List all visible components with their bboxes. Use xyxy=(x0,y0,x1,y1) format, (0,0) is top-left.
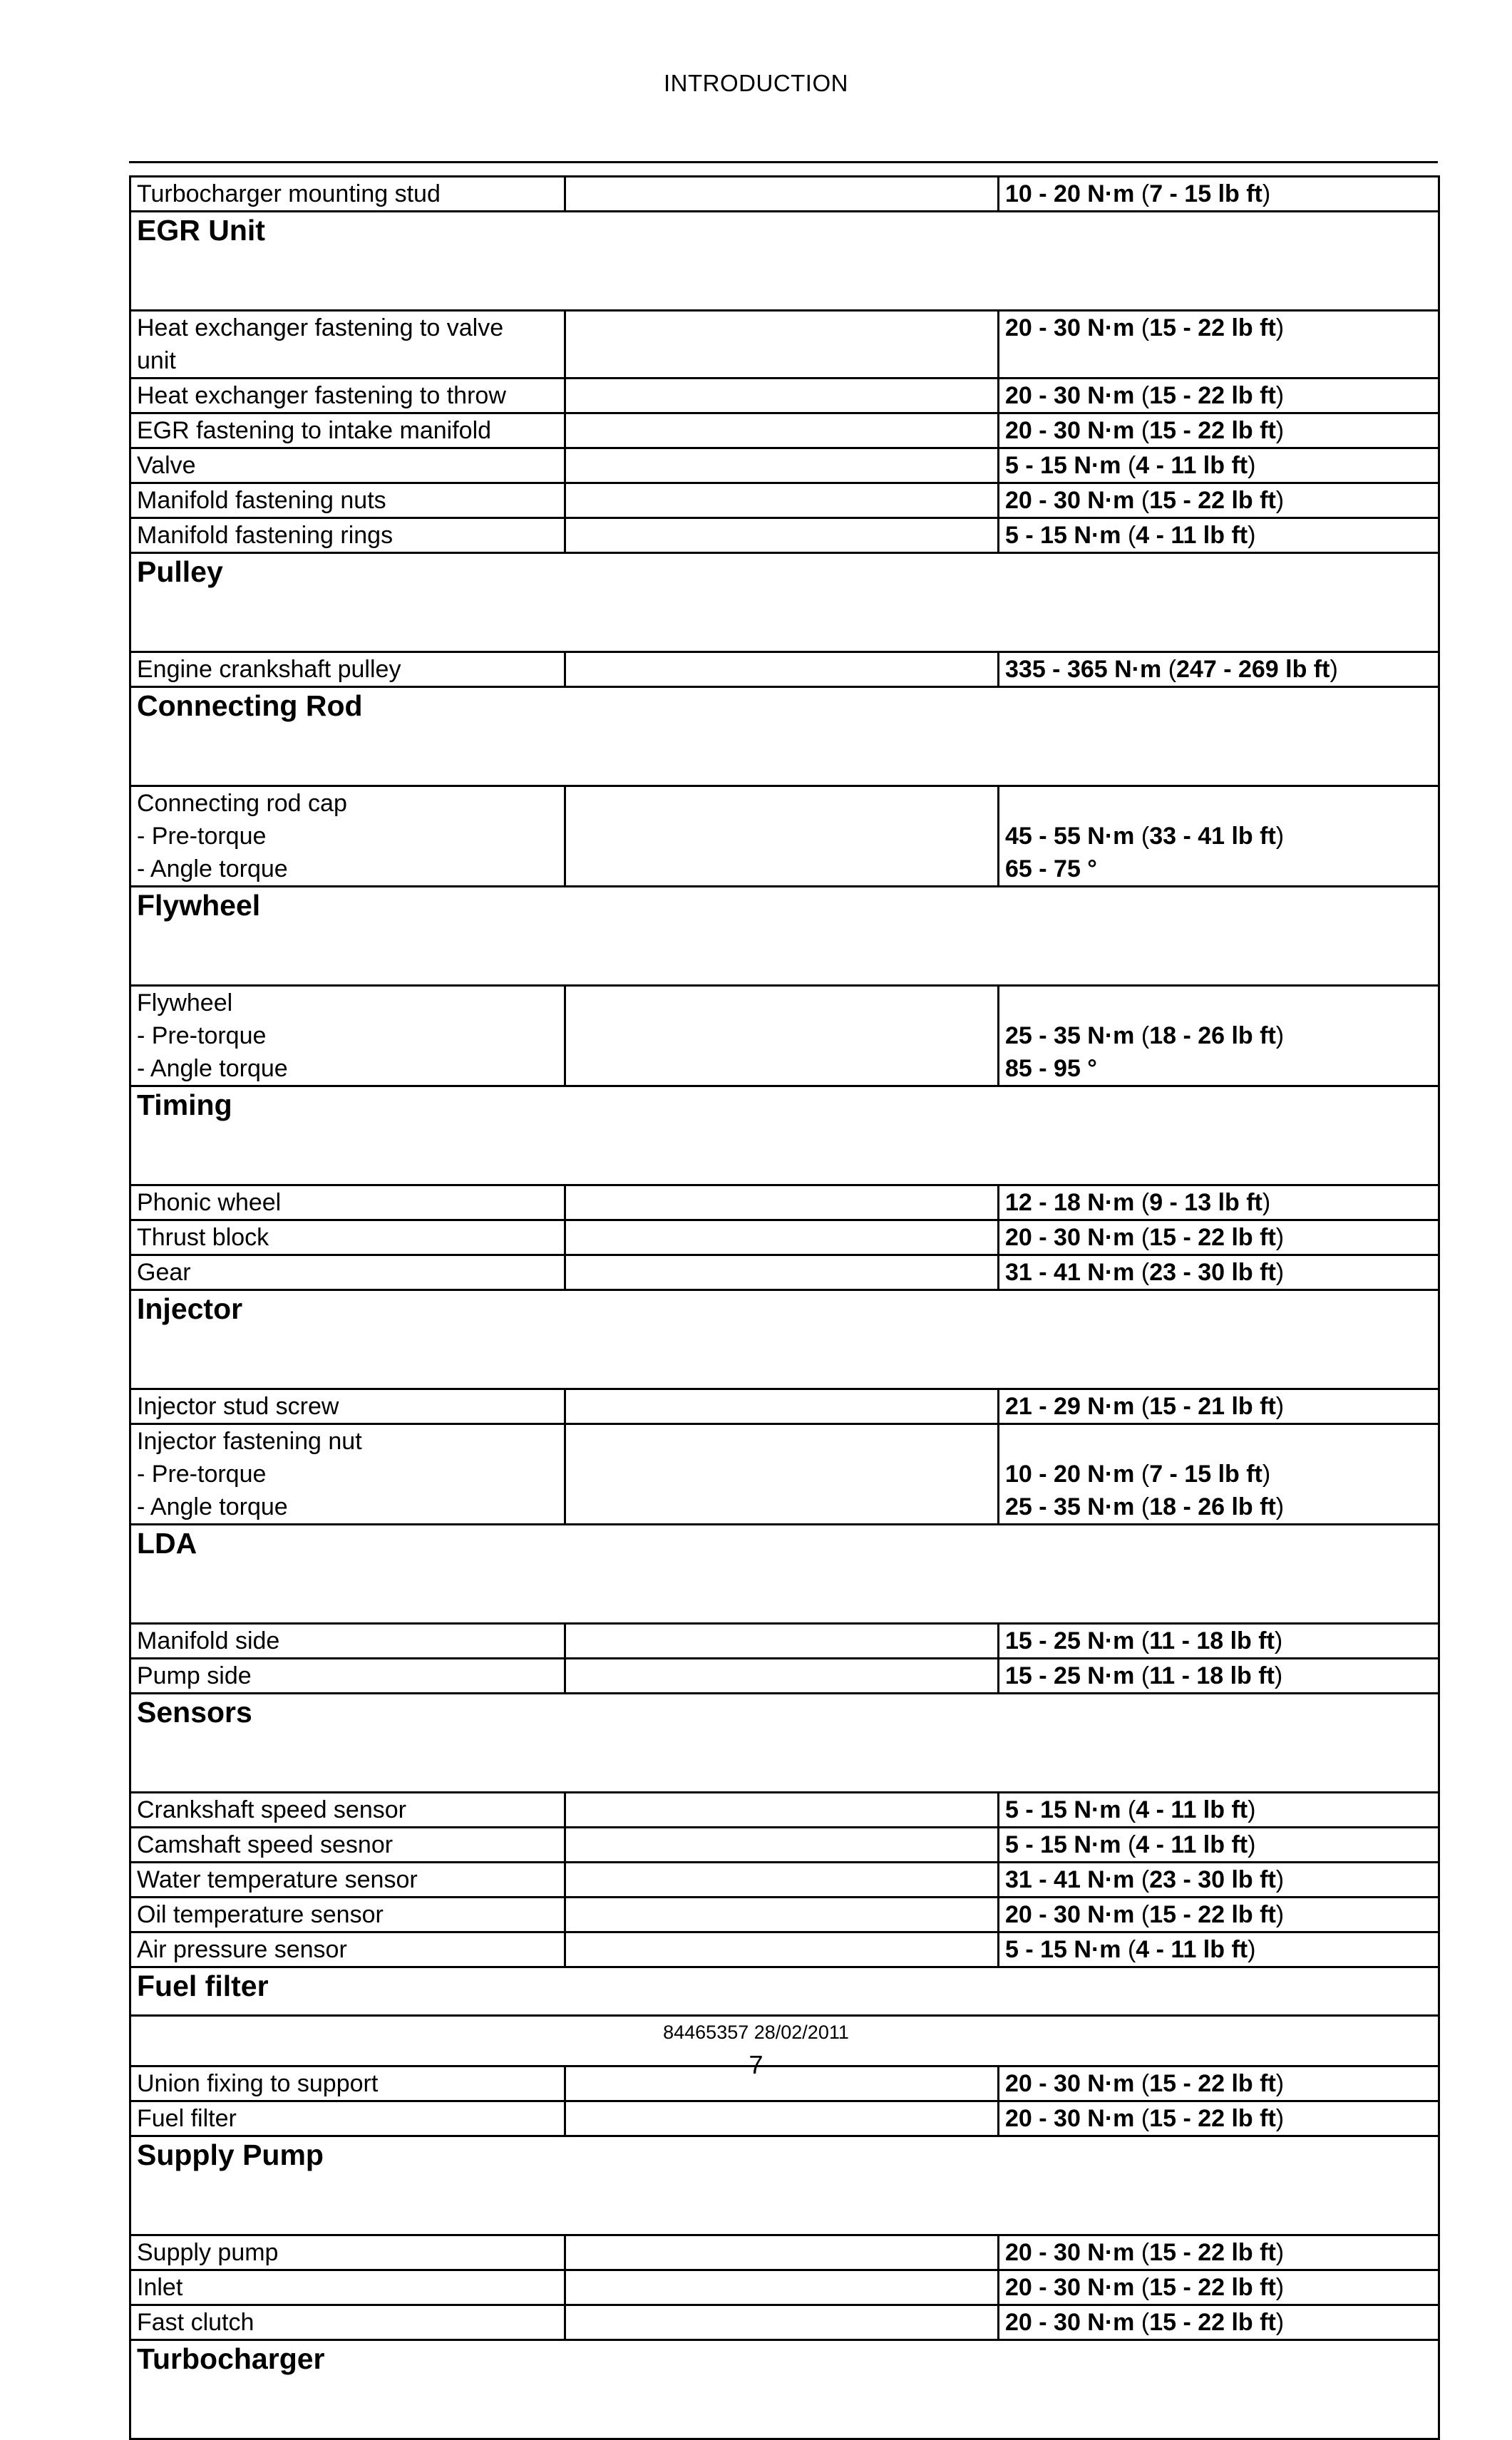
blank-cell xyxy=(565,1659,999,1694)
torque-value-cell xyxy=(999,1932,1439,1967)
torque-value-cell xyxy=(999,311,1439,379)
torque-metric: 15 - 25 N·m xyxy=(1005,1662,1135,1689)
torque-value: 20 - 30 N·m (15 - 22 lb ft) xyxy=(1005,487,1285,514)
torque-imperial: 15 - 22 lb ft xyxy=(1149,2309,1276,2336)
torque-value-cell xyxy=(999,1828,1439,1863)
table-row xyxy=(130,2101,1439,2136)
section-title: Sensors xyxy=(137,1696,252,1729)
component-cell xyxy=(130,1932,565,1967)
table-row xyxy=(130,1828,1439,1863)
torque-metric: 20 - 30 N·m xyxy=(1005,417,1135,444)
section-title: Fuel filter xyxy=(137,1970,269,2002)
torque-value: 10 - 20 N·m (7 - 15 lb ft) xyxy=(1005,180,1271,207)
component-cell xyxy=(130,518,565,553)
component-cell xyxy=(130,1220,565,1255)
torque-imperial: 4 - 11 lb ft xyxy=(1136,1796,1248,1823)
torque-value-cell xyxy=(999,177,1439,212)
table-row xyxy=(130,413,1439,448)
section-header-row xyxy=(130,687,1439,786)
document-code: 84465357 28/02/2011 xyxy=(663,2022,849,2043)
torque-metric: 20 - 30 N·m xyxy=(1005,2239,1135,2266)
component-label: Union fixing to support xyxy=(137,2070,379,2097)
torque-metric: 21 - 29 N·m xyxy=(1005,1393,1135,1420)
torque-metric: 20 - 30 N·m xyxy=(1005,487,1135,514)
blank-cell xyxy=(565,2235,999,2270)
table-row xyxy=(130,1220,1439,1255)
blank-cell xyxy=(565,2305,999,2340)
section-header-cell xyxy=(130,1694,1439,1793)
torque-metric: 12 - 18 N·m xyxy=(1005,1189,1135,1216)
component-label: Manifold side xyxy=(137,1627,280,1654)
torque-imperial: 33 - 41 lb ft xyxy=(1149,823,1276,850)
torque-imperial: 15 - 22 lb ft xyxy=(1149,382,1276,409)
torque-value-cell xyxy=(999,986,1439,1086)
section-header-row xyxy=(130,2136,1439,2235)
table-row xyxy=(130,518,1439,553)
torque-metric: 20 - 30 N·m xyxy=(1005,2309,1135,2336)
blank-cell xyxy=(565,2101,999,2136)
component-label: - Pre-torque xyxy=(137,1022,267,1049)
torque-value: 20 - 30 N·m (15 - 22 lb ft) xyxy=(1005,417,1285,444)
torque-value: 15 - 25 N·m (11 - 18 lb ft) xyxy=(1005,1627,1283,1654)
component-cell xyxy=(130,1255,565,1290)
torque-imperial: 4 - 11 lb ft xyxy=(1136,1936,1248,1963)
table-row xyxy=(130,2270,1439,2305)
torque-metric: 20 - 30 N·m xyxy=(1005,314,1135,341)
torque-imperial: 11 - 18 lb ft xyxy=(1149,1662,1275,1689)
torque-value-cell xyxy=(999,1220,1439,1255)
torque-imperial: 15 - 22 lb ft xyxy=(1149,314,1276,341)
torque-metric: 5 - 15 N·m xyxy=(1005,1936,1121,1963)
torque-value-cell xyxy=(999,1898,1439,1932)
blank-cell xyxy=(565,1932,999,1967)
torque-value: 335 - 365 N·m (247 - 269 lb ft) xyxy=(1005,656,1338,683)
component-label: - Pre-torque xyxy=(137,1461,267,1488)
torque-value-cell xyxy=(999,379,1439,413)
component-cell xyxy=(130,448,565,483)
section-title: Turbocharger xyxy=(137,2342,325,2375)
torque-metric: 20 - 30 N·m xyxy=(1005,382,1135,409)
torque-imperial: 7 - 15 lb ft xyxy=(1149,180,1262,207)
torque-value: 20 - 30 N·m (15 - 22 lb ft) xyxy=(1005,2239,1285,2266)
section-header-cell xyxy=(130,212,1439,311)
torque-value: 5 - 15 N·m (4 - 11 lb ft) xyxy=(1005,1831,1256,1858)
component-label: Thrust block xyxy=(137,1224,269,1251)
blank-cell xyxy=(565,1220,999,1255)
component-cell xyxy=(130,2305,565,2340)
component-label: Supply pump xyxy=(137,2239,279,2266)
torque-value-cell xyxy=(999,1863,1439,1898)
component-label: Manifold fastening rings xyxy=(137,522,394,549)
blank-cell xyxy=(565,1624,999,1659)
torque-value: 25 - 35 N·m (18 - 26 lb ft) xyxy=(1005,1022,1285,1049)
torque-value-cell xyxy=(999,1389,1439,1424)
footer-rule xyxy=(129,2014,1438,2017)
component-label: Heat exchanger fastening to valve xyxy=(137,314,504,341)
torque-imperial: 15 - 22 lb ft xyxy=(1149,2070,1276,2097)
section-title: Connecting Rod xyxy=(137,689,363,722)
component-cell xyxy=(130,483,565,518)
blank-cell xyxy=(565,1424,999,1525)
torque-value: 20 - 30 N·m (15 - 22 lb ft) xyxy=(1005,1901,1285,1928)
torque-metric: 5 - 15 N·m xyxy=(1005,1831,1121,1858)
component-cell xyxy=(130,652,565,687)
header-rule xyxy=(129,161,1438,163)
blank-cell xyxy=(565,177,999,212)
component-label: Injector fastening nut xyxy=(137,1428,362,1455)
section-title: EGR Unit xyxy=(137,214,265,247)
torque-metric: 5 - 15 N·m xyxy=(1005,522,1121,549)
component-cell xyxy=(130,379,565,413)
torque-value-cell xyxy=(999,1624,1439,1659)
section-header-cell xyxy=(130,2136,1439,2235)
section-header-row xyxy=(130,212,1439,311)
torque-value: 20 - 30 N·m (15 - 22 lb ft) xyxy=(1005,2309,1285,2336)
torque-imperial: 9 - 13 lb ft xyxy=(1149,1189,1262,1216)
torque-metric: 25 - 35 N·m xyxy=(1005,1493,1135,1520)
torque-metric: 20 - 30 N·m xyxy=(1005,2274,1135,2301)
torque-imperial: 15 - 22 lb ft xyxy=(1149,1224,1276,1251)
torque-value-cell xyxy=(999,413,1439,448)
torque-imperial: 15 - 22 lb ft xyxy=(1149,1901,1276,1928)
blank-cell xyxy=(565,2270,999,2305)
torque-value-cell xyxy=(999,2270,1439,2305)
table-row xyxy=(130,1424,1439,1525)
torque-value: 5 - 15 N·m (4 - 11 lb ft) xyxy=(1005,452,1256,479)
component-cell xyxy=(130,1424,565,1525)
component-label: Inlet xyxy=(137,2274,183,2301)
torque-spec-table-body xyxy=(130,177,1439,2439)
torque-value xyxy=(1005,987,1432,1019)
component-cell xyxy=(130,177,565,212)
torque-metric: 20 - 30 N·m xyxy=(1005,1901,1135,1928)
torque-imperial: 15 - 22 lb ft xyxy=(1149,2274,1276,2301)
table-row xyxy=(130,1793,1439,1828)
blank-cell xyxy=(565,1255,999,1290)
component-label: Phonic wheel xyxy=(137,1189,282,1216)
section-title: Supply Pump xyxy=(137,2138,324,2171)
page-number: 7 xyxy=(749,2050,763,2079)
component-label: EGR fastening to intake manifold xyxy=(137,417,492,444)
torque-metric: 20 - 30 N·m xyxy=(1005,1224,1135,1251)
component-label: unit xyxy=(137,347,176,374)
table-row xyxy=(130,1932,1439,1967)
section-title: Injector xyxy=(137,1292,243,1325)
torque-imperial: 23 - 30 lb ft xyxy=(1149,1866,1276,1893)
component-label: Manifold fastening nuts xyxy=(137,487,386,514)
torque-metric: 85 - 95 ° xyxy=(1005,1055,1097,1082)
torque-value: 25 - 35 N·m (18 - 26 lb ft) xyxy=(1005,1493,1285,1520)
blank-cell xyxy=(565,1898,999,1932)
section-header-row xyxy=(130,2340,1439,2439)
component-cell xyxy=(130,2235,565,2270)
table-row xyxy=(130,1255,1439,1290)
component-cell xyxy=(130,2101,565,2136)
component-cell xyxy=(130,1828,565,1863)
component-label: Heat exchanger fastening to throw xyxy=(137,382,506,409)
component-label: Fast clutch xyxy=(137,2309,254,2336)
torque-metric: 65 - 75 ° xyxy=(1005,855,1097,882)
torque-imperial: 18 - 26 lb ft xyxy=(1149,1493,1276,1520)
component-label: Engine crankshaft pulley xyxy=(137,656,401,683)
component-label: Air pressure sensor xyxy=(137,1936,347,1963)
section-header-cell xyxy=(130,887,1439,986)
torque-value: 45 - 55 N·m (33 - 41 lb ft) xyxy=(1005,823,1285,850)
torque-imperial: 15 - 21 lb ft xyxy=(1149,1393,1276,1420)
torque-metric: 20 - 30 N·m xyxy=(1005,2105,1135,2132)
section-header-row xyxy=(130,1525,1439,1624)
torque-metric: 31 - 41 N·m xyxy=(1005,1259,1135,1286)
torque-metric: 5 - 15 N·m xyxy=(1005,1796,1121,1823)
blank-cell xyxy=(565,1389,999,1424)
blank-cell xyxy=(565,786,999,887)
table-row xyxy=(130,311,1439,379)
torque-metric: 15 - 25 N·m xyxy=(1005,1627,1135,1654)
section-header-row xyxy=(130,1694,1439,1793)
table-row xyxy=(130,448,1439,483)
torque-imperial: 4 - 11 lb ft xyxy=(1136,1831,1248,1858)
component-label: Oil temperature sensor xyxy=(137,1901,384,1928)
torque-value: 12 - 18 N·m (9 - 13 lb ft) xyxy=(1005,1189,1271,1216)
torque-imperial: 4 - 11 lb ft xyxy=(1136,452,1248,479)
blank-cell xyxy=(565,1793,999,1828)
torque-value-cell xyxy=(999,652,1439,687)
blank-cell xyxy=(565,986,999,1086)
torque-value-cell xyxy=(999,518,1439,553)
torque-imperial: 4 - 11 lb ft xyxy=(1136,522,1248,549)
torque-value: 31 - 41 N·m (23 - 30 lb ft) xyxy=(1005,1259,1285,1286)
section-header-cell xyxy=(130,1525,1439,1624)
section-title: Pulley xyxy=(137,555,223,588)
table-row xyxy=(130,2305,1439,2340)
component-cell xyxy=(130,1624,565,1659)
blank-cell xyxy=(565,413,999,448)
torque-value: 21 - 29 N·m (15 - 21 lb ft) xyxy=(1005,1393,1285,1420)
torque-value: 5 - 15 N·m (4 - 11 lb ft) xyxy=(1005,522,1256,549)
blank-cell xyxy=(565,448,999,483)
torque-value xyxy=(1005,787,1432,820)
torque-value-cell xyxy=(999,1793,1439,1828)
torque-value xyxy=(1005,1425,1432,1458)
blank-cell xyxy=(565,311,999,379)
torque-metric: 335 - 365 N·m xyxy=(1005,656,1162,683)
torque-value: 15 - 25 N·m (11 - 18 lb ft) xyxy=(1005,1662,1283,1689)
component-cell xyxy=(130,1793,565,1828)
section-header-cell xyxy=(130,2340,1439,2439)
blank-cell xyxy=(565,518,999,553)
table-row xyxy=(130,177,1439,212)
torque-imperial: 15 - 22 lb ft xyxy=(1149,2239,1276,2266)
torque-value-cell xyxy=(999,1424,1439,1525)
table-row xyxy=(130,379,1439,413)
table-row xyxy=(130,483,1439,518)
section-header-row xyxy=(130,887,1439,986)
component-label: - Angle torque xyxy=(137,855,288,882)
component-cell xyxy=(130,786,565,887)
component-label: - Pre-torque xyxy=(137,823,267,850)
torque-value-cell xyxy=(999,2101,1439,2136)
component-cell xyxy=(130,2270,565,2305)
torque-value-cell xyxy=(999,2235,1439,2270)
section-header-cell xyxy=(130,1086,1439,1185)
torque-value: 20 - 30 N·m (15 - 22 lb ft) xyxy=(1005,2274,1285,2301)
section-header-cell xyxy=(130,687,1439,786)
torque-imperial: 11 - 18 lb ft xyxy=(1149,1627,1275,1654)
component-label: - Angle torque xyxy=(137,1493,288,1520)
table-row xyxy=(130,986,1439,1086)
torque-value: 31 - 41 N·m (23 - 30 lb ft) xyxy=(1005,1866,1285,1893)
component-label: Gear xyxy=(137,1259,191,1286)
torque-value: 10 - 20 N·m (7 - 15 lb ft) xyxy=(1005,1461,1271,1488)
torque-value-cell xyxy=(999,483,1439,518)
blank-cell xyxy=(565,1828,999,1863)
section-header-row xyxy=(130,1290,1439,1389)
torque-metric: 5 - 15 N·m xyxy=(1005,452,1121,479)
torque-metric: 45 - 55 N·m xyxy=(1005,823,1135,850)
torque-value: 5 - 15 N·m (4 - 11 lb ft) xyxy=(1005,1796,1256,1823)
torque-value: 20 - 30 N·m (15 - 22 lb ft) xyxy=(1005,2105,1285,2132)
component-label: Water temperature sensor xyxy=(137,1866,418,1893)
torque-spec-table xyxy=(129,175,1440,2440)
torque-value: 20 - 30 N·m (15 - 22 lb ft) xyxy=(1005,314,1285,341)
section-header-cell xyxy=(130,553,1439,652)
table-row xyxy=(130,1185,1439,1220)
blank-cell xyxy=(565,1863,999,1898)
torque-value xyxy=(1005,1052,1432,1085)
torque-value: 20 - 30 N·m (15 - 22 lb ft) xyxy=(1005,382,1285,409)
table-row xyxy=(130,652,1439,687)
component-label: Turbocharger mounting stud xyxy=(137,180,441,207)
component-cell xyxy=(130,1863,565,1898)
section-header-row xyxy=(130,553,1439,652)
component-cell xyxy=(130,311,565,379)
component-label: Connecting rod cap xyxy=(137,790,347,817)
torque-imperial: 15 - 22 lb ft xyxy=(1149,417,1276,444)
torque-metric: 20 - 30 N·m xyxy=(1005,2070,1135,2097)
torque-metric: 10 - 20 N·m xyxy=(1005,180,1135,207)
page-header-title: INTRODUCTION xyxy=(664,70,848,96)
section-title: LDA xyxy=(137,1527,197,1560)
torque-imperial: 23 - 30 lb ft xyxy=(1149,1259,1276,1286)
table-row xyxy=(130,1898,1439,1932)
torque-imperial: 15 - 22 lb ft xyxy=(1149,2105,1276,2132)
torque-value: 20 - 30 N·m (15 - 22 lb ft) xyxy=(1005,2070,1285,2097)
table-row xyxy=(130,1863,1439,1898)
table-row xyxy=(130,2235,1439,2270)
component-label: Injector stud screw xyxy=(137,1393,339,1420)
torque-value-cell xyxy=(999,1185,1439,1220)
section-title: Flywheel xyxy=(137,889,261,922)
component-cell xyxy=(130,1185,565,1220)
torque-metric: 31 - 41 N·m xyxy=(1005,1866,1135,1893)
torque-value-cell xyxy=(999,2305,1439,2340)
table-row xyxy=(130,786,1439,887)
component-label: Crankshaft speed sensor xyxy=(137,1796,406,1823)
torque-imperial: 247 - 269 lb ft xyxy=(1176,656,1330,683)
section-header-cell xyxy=(130,1290,1439,1389)
torque-imperial: 7 - 15 lb ft xyxy=(1149,1461,1262,1488)
component-cell xyxy=(130,413,565,448)
table-row xyxy=(130,1659,1439,1694)
component-label: Valve xyxy=(137,452,196,479)
torque-imperial: 15 - 22 lb ft xyxy=(1149,487,1276,514)
blank-cell xyxy=(565,379,999,413)
component-label: Flywheel xyxy=(137,989,233,1016)
table-row xyxy=(130,1389,1439,1424)
torque-value-cell xyxy=(999,786,1439,887)
torque-value-cell xyxy=(999,448,1439,483)
component-cell xyxy=(130,1659,565,1694)
torque-value xyxy=(1005,853,1432,885)
torque-value: 5 - 15 N·m (4 - 11 lb ft) xyxy=(1005,1936,1256,1963)
torque-metric: 10 - 20 N·m xyxy=(1005,1461,1135,1488)
blank-cell xyxy=(565,652,999,687)
section-title: Timing xyxy=(137,1088,232,1121)
torque-value: 20 - 30 N·m (15 - 22 lb ft) xyxy=(1005,1224,1285,1251)
torque-value-cell xyxy=(999,1255,1439,1290)
component-label: Camshaft speed sesnor xyxy=(137,1831,394,1858)
component-cell xyxy=(130,1389,565,1424)
torque-value-cell xyxy=(999,1659,1439,1694)
table-row xyxy=(130,1624,1439,1659)
torque-metric: 25 - 35 N·m xyxy=(1005,1022,1135,1049)
blank-cell xyxy=(565,483,999,518)
component-cell xyxy=(130,1898,565,1932)
component-label: - Angle torque xyxy=(137,1055,288,1082)
component-label: Pump side xyxy=(137,1662,252,1689)
component-cell xyxy=(130,986,565,1086)
blank-cell xyxy=(565,1185,999,1220)
torque-imperial: 18 - 26 lb ft xyxy=(1149,1022,1276,1049)
section-header-row xyxy=(130,1086,1439,1185)
component-label: Fuel filter xyxy=(137,2105,237,2132)
